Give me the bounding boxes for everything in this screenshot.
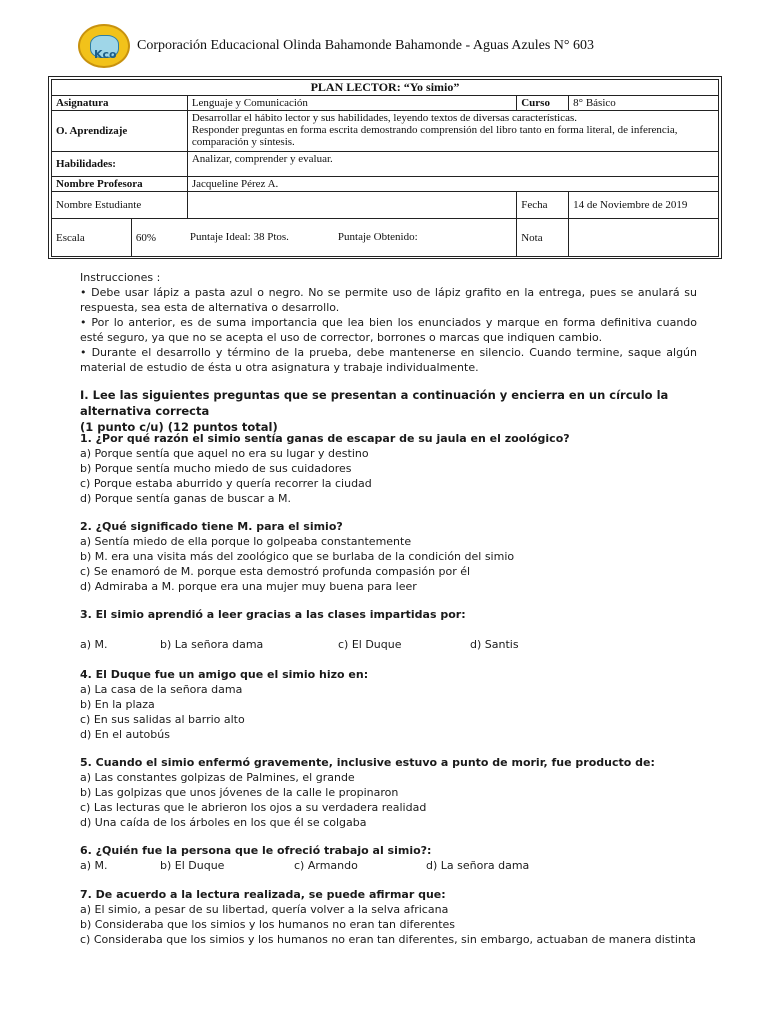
- option[interactable]: b) M. era una visita más del zoológico que se burlaba de la condición del simio: [80, 550, 515, 563]
- option[interactable]: a) Porque sentía que aquel no era su lugar y destino: [80, 447, 369, 460]
- option[interactable]: b) La señora dama: [160, 638, 264, 651]
- option[interactable]: a) La casa de la señora dama: [80, 683, 243, 696]
- option[interactable]: d) Porque sentía ganas de buscar a M.: [80, 492, 291, 505]
- logo-text: Kco: [94, 48, 117, 61]
- nota-field[interactable]: [569, 219, 719, 257]
- plan-title: PLAN LECTOR: “Yo simio”: [52, 80, 719, 96]
- question-title: 4. El Duque fue un amigo que el simio hizo en:: [80, 668, 369, 681]
- organization-name: Corporación Educacional Olinda Bahamonde Bahamonde - Aguas Azules N° 603: [137, 38, 594, 53]
- question-title: 1. ¿Por qué razón el simio sentía ganas de escapar de su jaula en el zoológico?: [80, 432, 570, 445]
- instructions-title: Instrucciones :: [80, 271, 161, 284]
- option[interactable]: d) Santis: [470, 638, 519, 651]
- curso-label: Curso: [517, 96, 569, 111]
- option[interactable]: b) Porque sentía mucho miedo de sus cuidadores: [80, 462, 352, 475]
- puntaje-obtenido: Puntaje Obtenido:: [337, 231, 418, 243]
- puntaje-ideal: Puntaje Ideal: 38 Ptos.: [189, 231, 289, 243]
- option[interactable]: c) Armando: [294, 859, 358, 872]
- question-7: [80, 887, 720, 947]
- estudiante-label: Nombre Estudiante: [52, 192, 188, 219]
- estudiante-field[interactable]: [187, 192, 516, 219]
- question-1: [80, 431, 720, 506]
- option[interactable]: d) Una caída de los árboles en los que él se colgaba: [80, 816, 367, 829]
- section-heading: [80, 387, 720, 435]
- oa-row: [52, 111, 719, 152]
- option[interactable]: b) Consideraba que los simios y los humanos no eran tan diferentes: [80, 918, 455, 931]
- option[interactable]: a) Sentía miedo de ella porque lo golpeaba constantemente: [80, 535, 412, 548]
- option[interactable]: c) Se enamoró de M. porque esta demostró profunda compasión por él: [80, 565, 471, 578]
- option[interactable]: b) En la plaza: [80, 698, 155, 711]
- school-logo: [78, 24, 130, 68]
- profesora-row: [52, 177, 719, 192]
- option[interactable]: c) En sus salidas al barrio alto: [80, 713, 245, 726]
- option[interactable]: c) Porque estaba aburrido y quería recorrer la ciudad: [80, 477, 372, 490]
- instructions: [80, 270, 697, 375]
- option[interactable]: c) Consideraba que los simios y los humanos no eran tan diferentes, sin embargo, actuaban de manera distinta: [80, 933, 696, 946]
- habilidades-row: [52, 152, 719, 177]
- escala-cell: [131, 219, 516, 257]
- logo-emblem: [90, 35, 119, 61]
- option[interactable]: a) M.: [80, 859, 108, 872]
- fecha-label: Fecha: [517, 192, 569, 219]
- options-row: [80, 637, 720, 652]
- question-6: [80, 843, 720, 873]
- question-title: 5. Cuando el simio enfermó gravemente, inclusive estuvo a punto de morir, fue producto de:: [80, 756, 655, 769]
- question-title: 7. De acuerdo a la lectura realizada, se puede afirmar que:: [80, 888, 446, 901]
- asignatura-label: Asignatura: [52, 96, 188, 111]
- option[interactable]: a) Las constantes golpizas de Palmines, el grande: [80, 771, 355, 784]
- instruction-item: • Debe usar lápiz a pasta azul o negro. No se permite uso de lápiz grafito en la entrega, pues se anulará su respuesta, sea esta de alternativa o desarrollo.: [80, 286, 697, 314]
- option[interactable]: d) La señora dama: [426, 859, 530, 872]
- oa-value-1: Desarrollar el hábito lector y sus habilidades, leyendo textos de diversas características.: [191, 112, 577, 124]
- escala-row: [52, 219, 719, 257]
- curso-value: 8° Básico: [569, 96, 719, 111]
- escala-value: 60%: [135, 231, 157, 244]
- estudiante-row: [52, 192, 719, 219]
- escala-label: Escala: [52, 219, 132, 257]
- option[interactable]: c) Las lecturas que le abrieron los ojos a su verdadera realidad: [80, 801, 427, 814]
- oa-value-2: Responder preguntas en forma escrita demostrando comprensión del libro tanto en forma literal, de inferencia, comparación y síntesis.: [191, 124, 678, 148]
- plan-title-row: [52, 80, 719, 96]
- question-title: 2. ¿Qué significado tiene M. para el simio?: [80, 520, 343, 533]
- question-5: [80, 755, 720, 830]
- habilidades-value: Analizar, comprender y evaluar.: [187, 152, 718, 177]
- oa-label: O. Aprendizaje: [52, 111, 188, 152]
- option[interactable]: d) En el autobús: [80, 728, 170, 741]
- profesora-value: Jacqueline Pérez A.: [187, 177, 718, 192]
- section-heading-line1: I. Lee las siguientes preguntas que se presentan a continuación y encierra en un círculo la alternativa correcta: [80, 388, 669, 418]
- question-title: 3. El simio aprendió a leer gracias a las clases impartidas por:: [80, 608, 466, 621]
- fecha-value: 14 de Noviembre de 2019: [569, 192, 719, 219]
- profesora-label: Nombre Profesora: [52, 177, 188, 192]
- instruction-item: • Por lo anterior, es de suma importancia que lea bien los enunciados y marque en forma definitiva cuando esté seguro, ya que no se acepta el uso de corrector, borrones o marcas que indiquen cambio.: [80, 316, 697, 344]
- option[interactable]: a) El simio, a pesar de su libertad, quería volver a la selva africana: [80, 903, 449, 916]
- option[interactable]: d) Admiraba a M. porque era una mujer muy buena para leer: [80, 580, 417, 593]
- question-2: [80, 519, 720, 594]
- option[interactable]: b) El Duque: [160, 859, 225, 872]
- question-3: [80, 607, 720, 652]
- options-row: [80, 858, 720, 873]
- question-title: 6. ¿Quién fue la persona que le ofreció trabajo al simio?:: [80, 844, 432, 857]
- option[interactable]: a) M.: [80, 638, 108, 651]
- option[interactable]: c) El Duque: [338, 638, 402, 651]
- option[interactable]: b) Las golpizas que unos jóvenes de la calle le propinaron: [80, 786, 399, 799]
- habilidades-label: Habilidades:: [52, 152, 188, 177]
- question-4: [80, 667, 720, 742]
- asignatura-value: Lenguaje y Comunicación: [187, 96, 516, 111]
- instruction-item: • Durante el desarrollo y término de la prueba, debe mantenerse en silencio. Cuando termine, saque algún material de estudio de ésta u otra asignatura y trabaje individualmente.: [80, 346, 697, 374]
- asignatura-row: [52, 96, 719, 111]
- nota-label: Nota: [517, 219, 569, 257]
- section-heading-line2: (1 punto c/u) (12 puntos total): [80, 420, 278, 434]
- plan-table: [51, 79, 719, 257]
- page-header: [78, 20, 718, 72]
- oa-value: [187, 111, 718, 152]
